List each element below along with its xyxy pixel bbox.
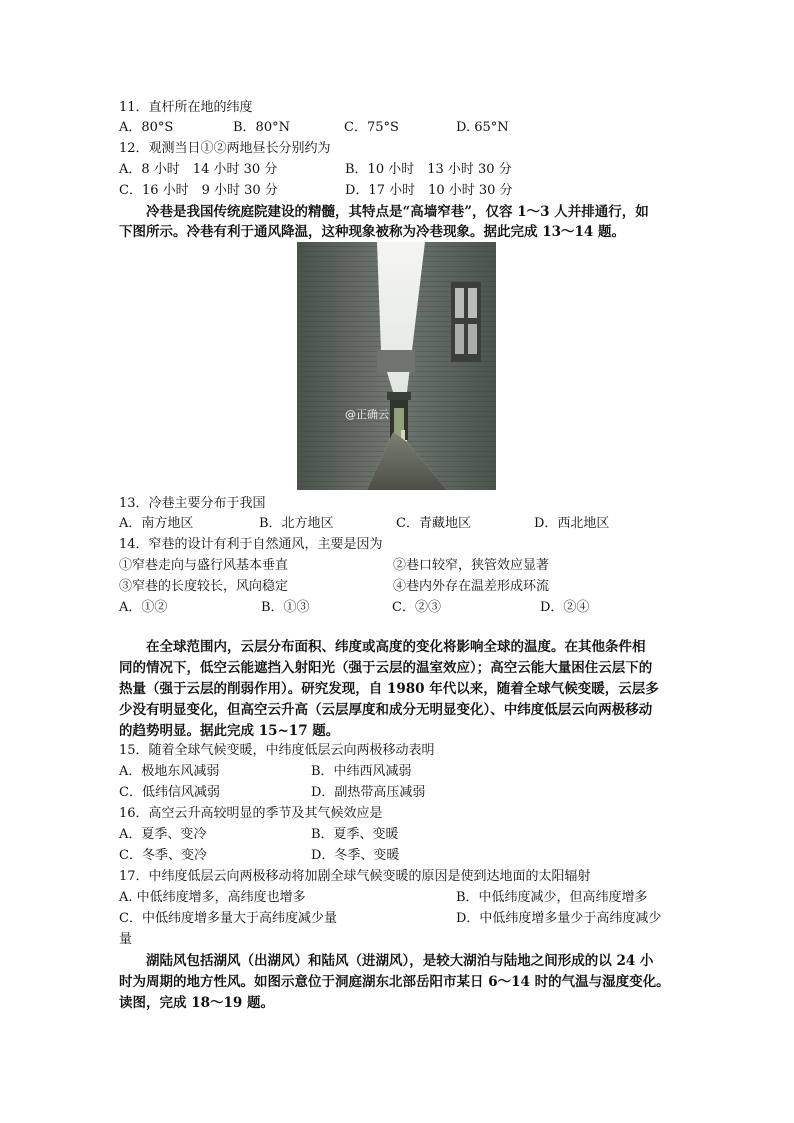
passage2-line-5: 的趋势明显。据此完成 15~17 题。 [119,723,340,739]
q17-option-d-wrap: 量 [119,932,133,947]
passage2-line-1: 在全球范围内，云层分布面积、纬度或高度的变化将影响全球的温度。在其他条件相 [146,639,646,655]
q16-option-c: C．冬季、变冷 [119,848,207,863]
q11-option-c: C．75°S [344,120,399,135]
photo-watermark: @正确云 [345,408,389,421]
passage2-line-4: 少没有明显变化，但高空云升高（云层厚度和成分无明显变化）、中纬度低层云向两极移动 [119,702,653,718]
q14-option-d: D．②④ [540,600,590,615]
q12-option-b: B．10 小时 13 小时 30 分 [345,162,512,177]
q14-stem: 14．窄巷的设计有利于自然通风，主要是因为 [119,537,383,552]
cold-alley-illustration [297,242,496,490]
q14-option-b: B．①③ [261,600,310,615]
q15-option-d: D．副热带高压减弱 [311,785,426,800]
q17-option-d: D．中低纬度增多量少于高纬度减少 [456,911,662,926]
cold-alley-photo [297,242,496,490]
q17-option-a: A. 中低纬度增多，高纬度也增多 [119,890,306,905]
q15-option-b: B．中纬西风减弱 [311,764,412,779]
q17-stem: 17．中纬度低层云向两极移动将加剧全球气候变暖的原因是使到达地面的太阳辐射 [119,869,591,884]
q13-stem: 13．冷巷主要分布于我国 [119,496,266,511]
passage3-line-3: 读图，完成 18～19 题。 [119,995,274,1011]
q12-option-c: C．16 小时 9 小时 30 分 [119,183,278,198]
q11-option-b: B．80°N [233,120,290,135]
q14-statement-2: ②巷口较窄，狭管效应显著 [393,558,550,573]
q16-option-b: B．夏季、变暖 [311,827,399,842]
q15-option-a: A．极地东风减弱 [119,764,220,779]
q14-statement-4: ④巷内外存在温差形成环流 [393,579,550,594]
q15-stem: 15．随着全球气候变暖，中纬度低层云向两极移动表明 [119,743,435,758]
q14-statement-1: ①窄巷走向与盛行风基本垂直 [119,558,289,573]
q17-option-c: C．中低纬度增多量大于高纬度减少量 [119,911,337,926]
q14-statement-3: ③窄巷的长度较长，风向稳定 [119,579,289,594]
q12-option-a: A．8 小时 14 小时 30 分 [119,162,278,177]
q15-option-c: C．低纬信风减弱 [119,785,220,800]
q14-option-a: A．①② [119,600,168,615]
q13-option-d: D．西北地区 [534,516,610,531]
q13-option-c: C．青藏地区 [396,516,471,531]
q11-option-a: A．80°S [119,120,174,135]
passage3-line-2: 时为周期的地方性风。如图示意位于洞庭湖东北部岳阳市某日 6～14 时的气温与湿度变化。 [119,974,670,990]
passage1-line-1: 冷巷是我国传统庭院建设的精髓，其特点是“高墙窄巷”，仅容 1～3 人并排通行，如 [146,204,649,220]
passage1-line-2: 下图所示。冷巷有利于通风降温，这种现象被称为冷巷现象。据此完成 13～14 题。 [119,224,625,240]
q13-option-b: B．北方地区 [259,516,334,531]
q14-option-c: C．②③ [392,600,441,615]
q17-option-b: B．中低纬度减少，但高纬度增多 [456,890,648,905]
q11-option-d: D. 65°N [456,120,509,135]
passage3-line-1: 湖陆风包括湖风（出湖风）和陆风（进湖风），是较大湖泊与陆地之间形成的以 24 小 [146,953,654,969]
q16-stem: 16．高空云升高较明显的季节及其气候效应是 [119,806,383,821]
q16-option-d: D．冬季、变暖 [311,848,400,863]
q12-option-d: D．17 小时 10 小时 30 分 [345,183,513,198]
q13-option-a: A．南方地区 [119,516,194,531]
passage2-line-3: 热量（强于云层的削弱作用）。研究发现，自 1980 年代以来，随着全球气候变暖，云层多 [119,681,659,697]
q11-stem: 11．直杆所在地的纬度 [119,100,253,115]
q16-option-a: A．夏季、变冷 [119,827,207,842]
q12-stem: 12．观测当日①②两地昼长分别约为 [119,141,331,156]
passage2-line-2: 同的情况下，低空云能遮挡入射阳光（强于云层的温室效应）；高空云能大量困住云层下的 [119,660,653,676]
